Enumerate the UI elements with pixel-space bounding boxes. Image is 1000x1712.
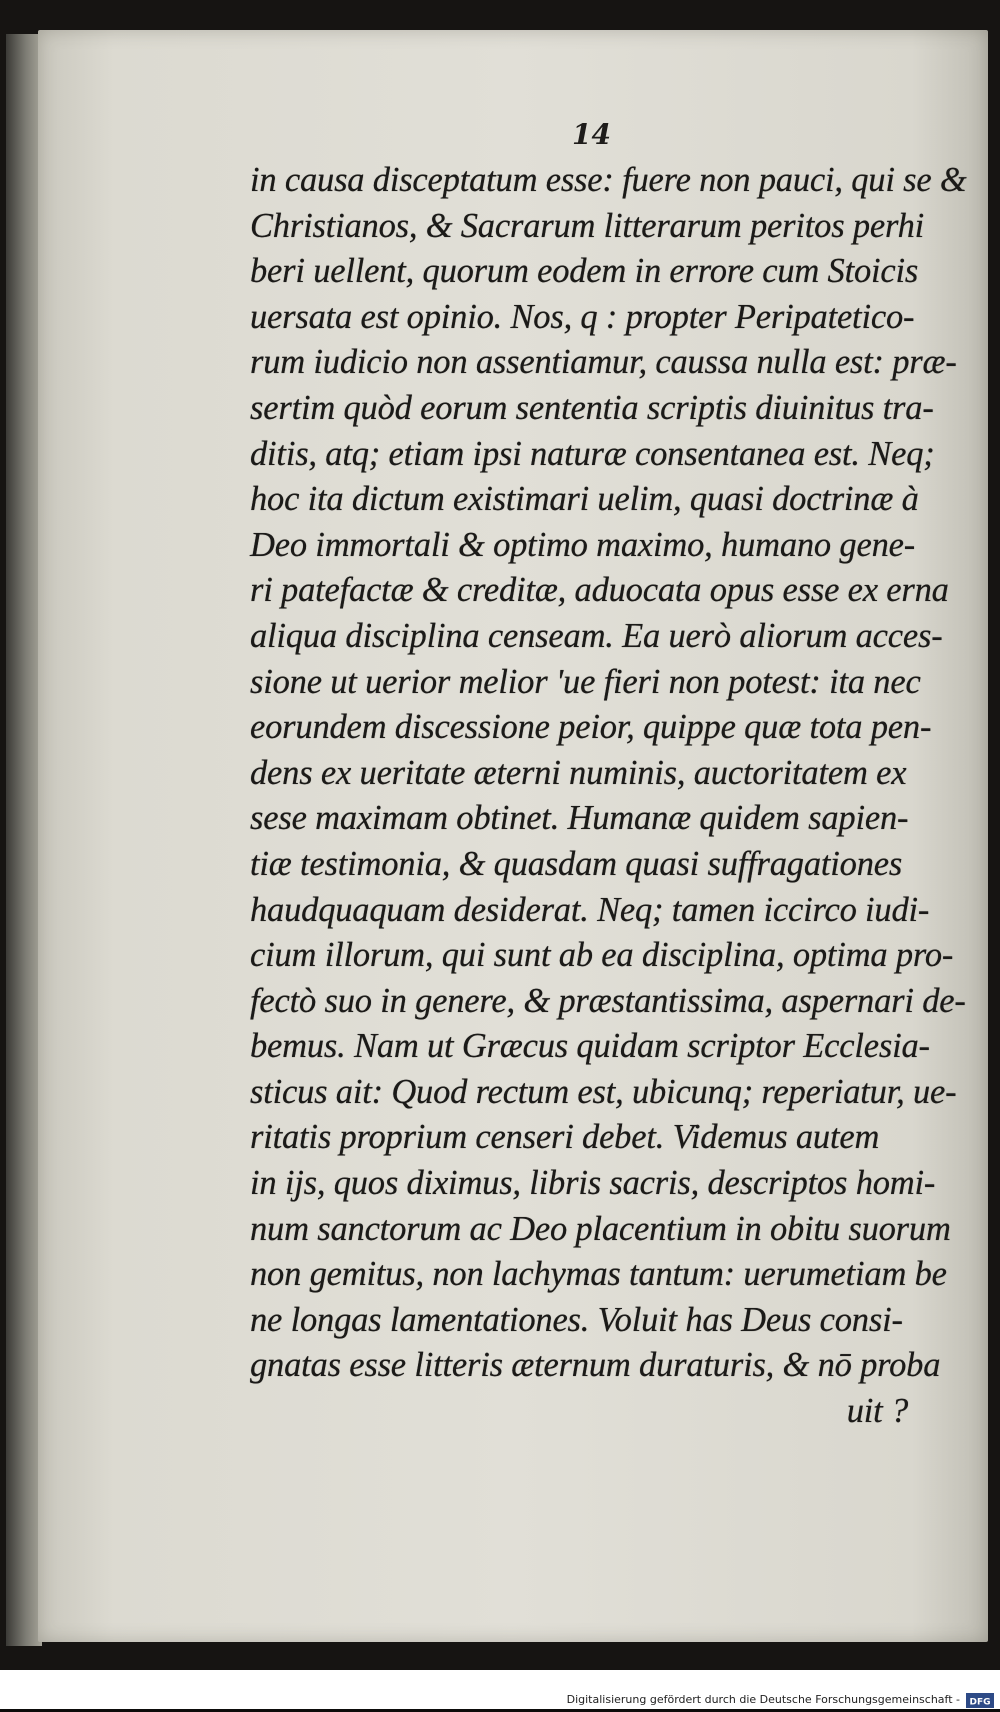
text-line: dens ex ueritate æterni numinis, auctoritatem ex (250, 753, 907, 792)
text-line: in ijs, quos diximus, libris sacris, descriptos homi- (250, 1164, 936, 1203)
text-line: sione ut uerior melior 'ue fieri non potest: ita nec (250, 662, 921, 701)
text-line: bemus. Nam ut Græcus quidam scriptor Ecclesia- (250, 1027, 930, 1066)
text-line: rum iudicio non assentiamur, caussa nulla est: præ- (250, 343, 957, 382)
text-block (250, 158, 968, 1435)
text-line: num sanctorum ac Deo placentium in obitu suorum (250, 1209, 951, 1248)
text-line: fectò suo in genere, & præstantissima, aspernari de- (250, 981, 966, 1020)
text-line: Christianos, & Sacrarum litterarum peritos perhi (250, 206, 925, 245)
text-line: uersata est opinio. Nos, q : propter Peripatetico- (250, 297, 915, 336)
text-line: sertim quòd eorum sententia scriptis diuinitus tra- (250, 388, 934, 427)
text-line: sticus ait: Quod rectum est, ubicunq; reperiatur, ue- (250, 1072, 957, 1111)
text-line: ditis, atq; etiam ipsi naturæ consentanea est. Neq; (250, 434, 935, 473)
page-edge (6, 34, 42, 1646)
text-line: tiæ testimonia, & quasdam quasi suffragationes (250, 844, 903, 883)
page-number: 14 (572, 118, 611, 151)
digitization-credit: Digitalisierung gefördert durch die Deutsche Forschungsgemeinschaft - (566, 1693, 960, 1706)
text-line: beri uellent, quorum eodem in errore cum Stoicis (250, 252, 919, 291)
text-line: ri patefactæ & creditæ, aduocata opus esse ex erna (250, 571, 949, 610)
text-line: in causa disceptatum esse: fuere non pauci, qui se & (250, 161, 967, 199)
text-line: ritatis proprium censeri debet. Videmus autem (250, 1118, 880, 1157)
catchword: uit ? (846, 1392, 908, 1431)
text-line: haudquaquam desiderat. Neq; tamen iccirco iudi- (250, 890, 930, 929)
text-line: eorundem discessione peior, quippe quæ tota pen- (250, 708, 932, 747)
dfg-logo (966, 1693, 994, 1707)
text-line: gnatas esse litteris æternum duraturis, & nō proba (250, 1346, 941, 1385)
text-line: sese maximam obtinet. Humanæ quidem sapien- (250, 799, 909, 838)
svg-text:DFG: DFG (969, 1697, 991, 1708)
text-line: non gemitus, non lachymas tantum: uerumetiam be (250, 1255, 947, 1294)
text-line: aliqua disciplina censeam. Ea uerò aliorum acces- (250, 616, 943, 655)
text-line: Deo immortali & optimo maximo, humano gene- (250, 525, 916, 564)
text-line: ne longas lamentationes. Voluit has Deus consi- (250, 1300, 903, 1339)
text-line: hoc ita dictum existimari uelim, quasi doctrinæ à (250, 480, 919, 519)
text-line: cium illorum, qui sunt ab ea disciplina, optima pro- (250, 936, 954, 975)
